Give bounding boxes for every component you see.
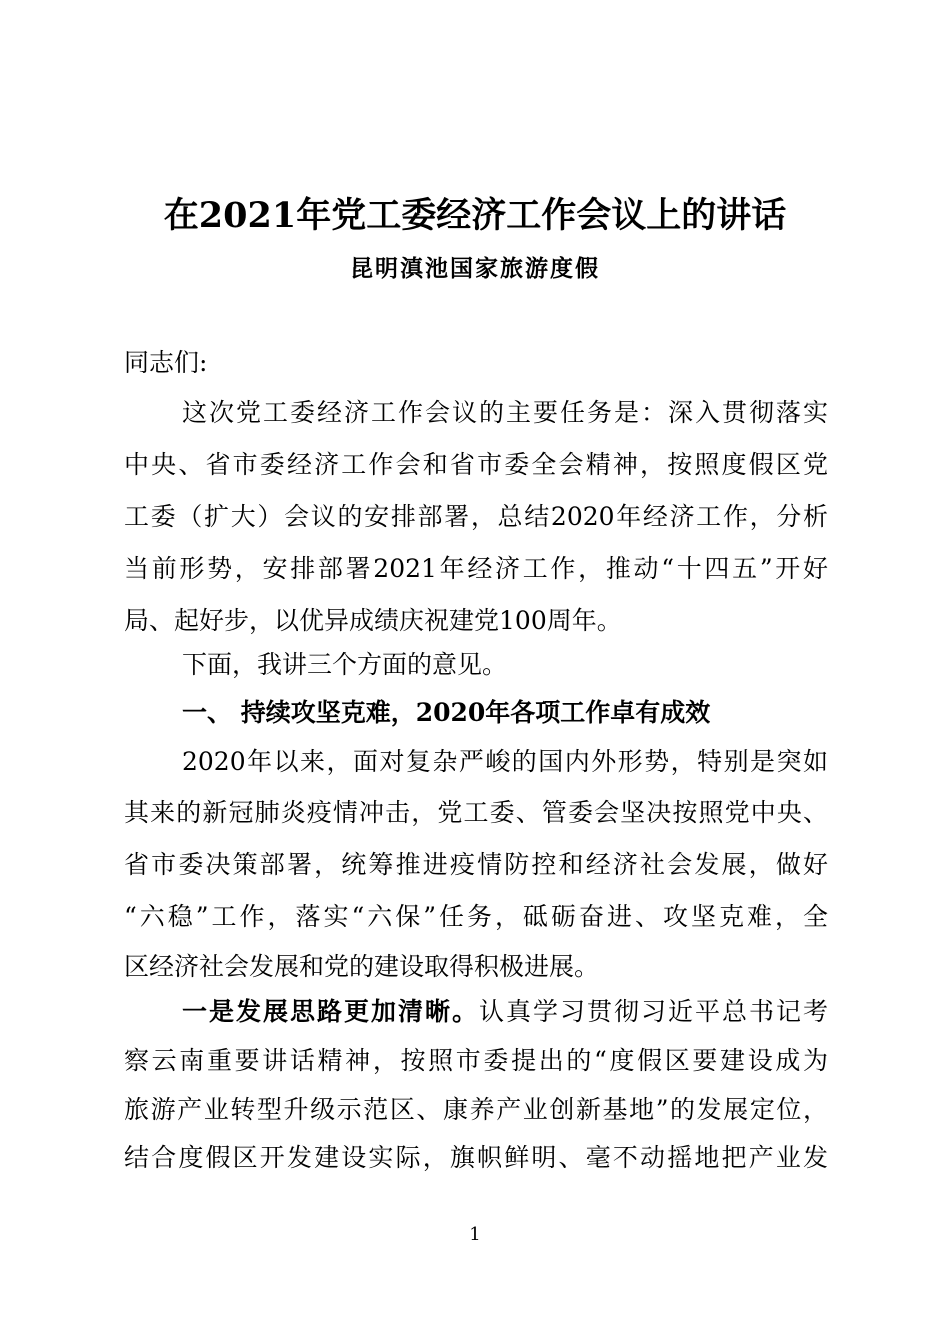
paragraph-line: 结合度假区开发建设实际，旗帜鲜明、毫不动摇地把产业发 [124,1143,828,1172]
paragraph-line: 旅游产业转型升级示范区、康养产业创新基地”的发展定位， [124,1095,828,1124]
salutation: 同志们: [124,348,208,377]
lead-phrase: 一是发展思路更加清晰。 [182,997,479,1026]
paragraph-line: 下面，我讲三个方面的意见。 [182,650,508,679]
paragraph-line: 这次党工委经济工作会议的主要任务是：深入贯彻落实 [182,398,828,427]
paragraph-line: 其来的新冠肺炎疫情冲击，党工委、管委会坚决按照党中央、 [124,798,828,827]
paragraph-line: 2020年以来，面对复杂严峻的国内外形势，特别是突如 [182,747,828,776]
paragraph-line: “六稳”工作，落实“六保”任务，砥砺奋进、攻坚克难，全 [124,902,828,931]
section-heading: 一、 持续攻坚克难，2020年各项工作卓有成效 [182,698,711,727]
document-subtitle: 昆明滇池国家旅游度假 [350,255,600,282]
paragraph-line: 中央、省市委经济工作会和省市委全会精神，按照度假区党 [124,450,828,479]
document-title: 在2021年党工委经济工作会议上的讲话 [163,195,787,236]
paragraph-line: 区经济社会发展和党的建设取得积极进展。 [124,952,600,981]
paragraph-text: 认真学习贯彻习近平总书记考 [479,997,828,1026]
paragraph-line: 省市委决策部署，统筹推进疫情防控和经济社会发展，做好 [124,850,828,879]
page-number: 1 [469,1224,481,1245]
paragraph-line: 察云南重要讲话精神，按照市委提出的“度假区要建设成为 [124,1046,828,1075]
paragraph-line [182,992,828,1032]
paragraph-line: 当前形势，安排部署2021年经济工作，推动“十四五”开好 [124,554,828,583]
paragraph-line: 工委（扩大）会议的安排部署，总结2020年经济工作，分析 [124,502,828,531]
paragraph-line: 局、起好步，以优异成绩庆祝建党100周年。 [124,606,622,635]
